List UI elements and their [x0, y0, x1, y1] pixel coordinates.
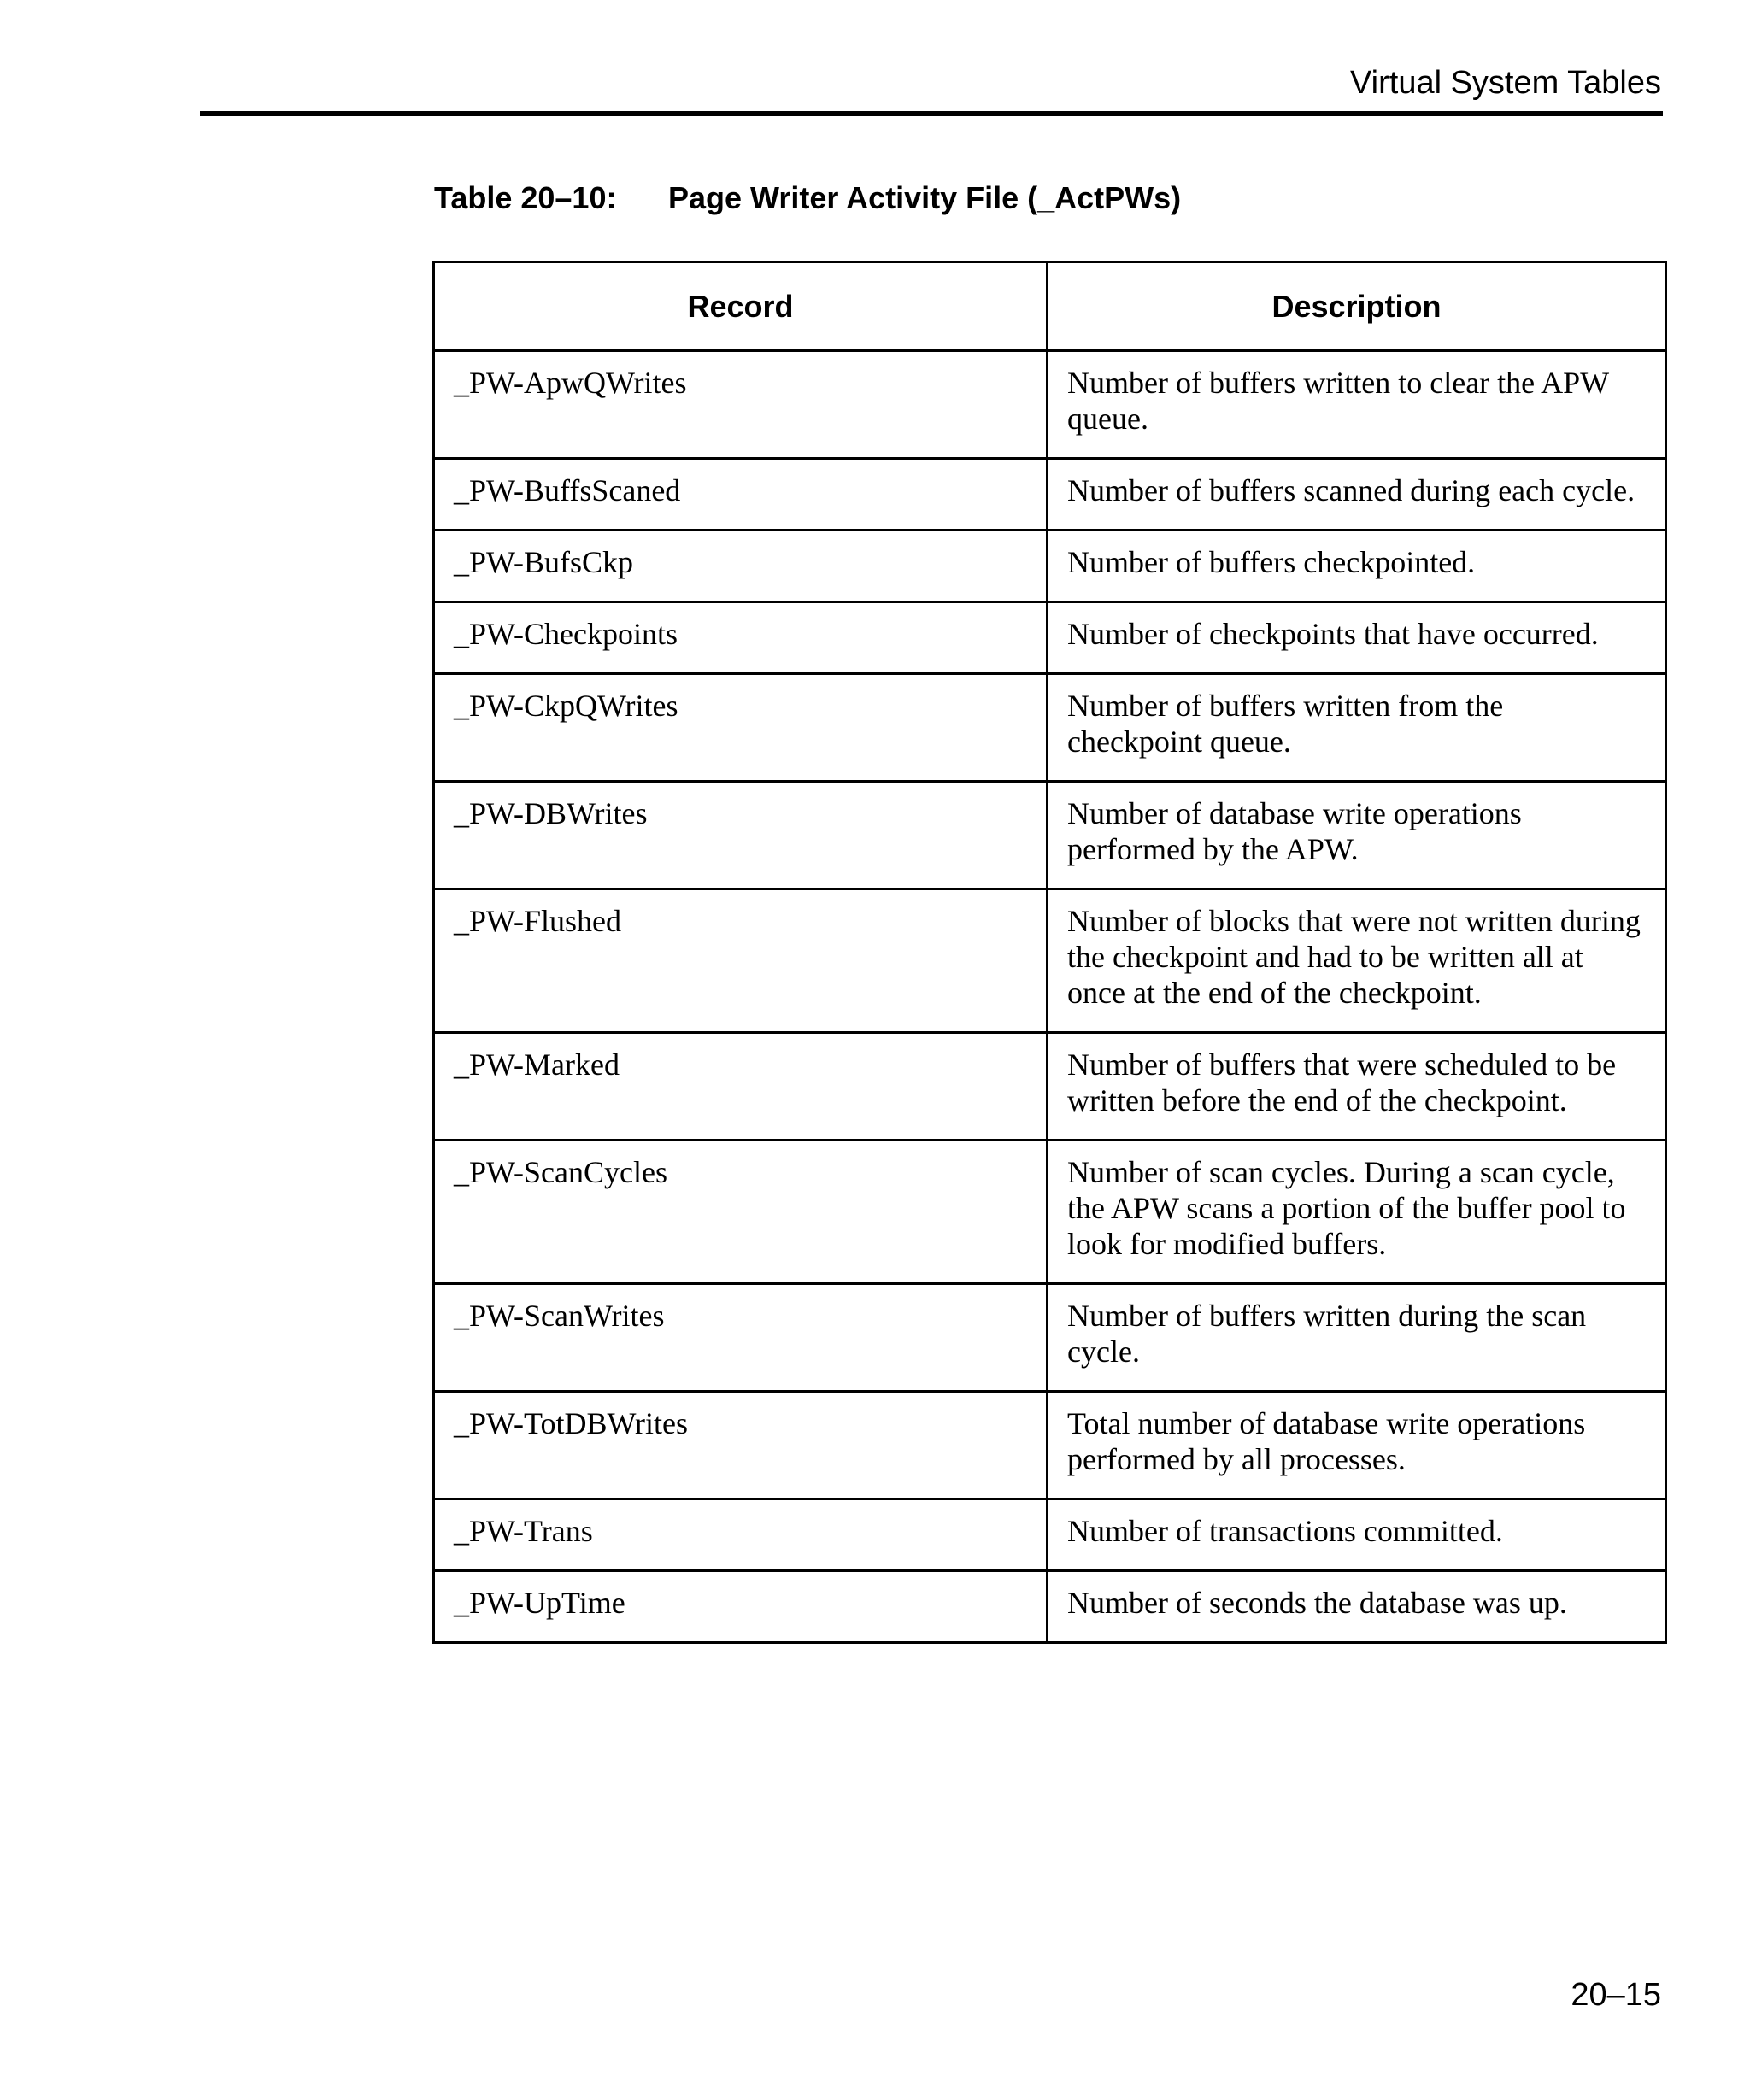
table-row — [434, 351, 1666, 459]
description-cell: Number of buffers that were scheduled to be written before the end of the checkpoint. — [1048, 1033, 1666, 1141]
table-header-row — [434, 262, 1666, 351]
record-cell: _PW-ScanCycles — [434, 1141, 1048, 1284]
description-cell: Total number of database write operations performed by all processes. — [1048, 1392, 1666, 1499]
table-caption — [434, 180, 1182, 215]
table-row — [434, 531, 1666, 602]
table-row — [434, 459, 1666, 531]
description-cell: Number of buffers checkpointed. — [1048, 531, 1666, 602]
record-cell: _PW-Trans — [434, 1499, 1048, 1571]
description-cell: Number of buffers written during the scan cycle. — [1048, 1284, 1666, 1392]
description-cell: Number of checkpoints that have occurred. — [1048, 602, 1666, 674]
description-cell: Number of buffers scanned during each cycle. — [1048, 459, 1666, 531]
table-row — [434, 1499, 1666, 1571]
description-cell: Number of seconds the database was up. — [1048, 1571, 1666, 1643]
record-cell: _PW-UpTime — [434, 1571, 1048, 1643]
record-cell: _PW-DBWrites — [434, 782, 1048, 889]
table-caption-label: Table 20–10: — [434, 180, 617, 215]
record-cell: _PW-Flushed — [434, 889, 1048, 1033]
record-cell: _PW-BuffsScaned — [434, 459, 1048, 531]
description-cell: Number of blocks that were not written during the checkpoint and had to be written all at once at the end of the checkpoint. — [1048, 889, 1666, 1033]
table-row — [434, 1392, 1666, 1499]
description-cell: Number of database write operations performed by the APW. — [1048, 782, 1666, 889]
column-header-description: Description — [1048, 262, 1666, 351]
table-caption-title: Page Writer Activity File (_ActPWs) — [668, 180, 1182, 215]
record-cell: _PW-TotDBWrites — [434, 1392, 1048, 1499]
record-cell: _PW-BufsCkp — [434, 531, 1048, 602]
table-row — [434, 1284, 1666, 1392]
record-cell: _PW-ScanWrites — [434, 1284, 1048, 1392]
description-cell: Number of buffers written to clear the APW queue. — [1048, 351, 1666, 459]
table-row — [434, 602, 1666, 674]
table-row — [434, 1571, 1666, 1643]
table-row — [434, 1141, 1666, 1284]
column-header-record: Record — [434, 262, 1048, 351]
record-cell: _PW-Marked — [434, 1033, 1048, 1141]
description-cell: Number of buffers written from the checkpoint queue. — [1048, 674, 1666, 782]
page-number: 20–15 — [1571, 1977, 1661, 2013]
record-cell: _PW-Checkpoints — [434, 602, 1048, 674]
header-rule — [200, 111, 1663, 116]
activity-table — [432, 261, 1667, 1644]
record-cell: _PW-ApwQWrites — [434, 351, 1048, 459]
description-cell: Number of scan cycles. During a scan cycle, the APW scans a portion of the buffer pool to look for modified buffers. — [1048, 1141, 1666, 1284]
description-cell: Number of transactions committed. — [1048, 1499, 1666, 1571]
table-body — [434, 351, 1666, 1643]
running-header-title: Virtual System Tables — [1350, 65, 1661, 101]
table-row — [434, 674, 1666, 782]
table-row — [434, 1033, 1666, 1141]
table-row — [434, 782, 1666, 889]
record-cell: _PW-CkpQWrites — [434, 674, 1048, 782]
table-row — [434, 889, 1666, 1033]
